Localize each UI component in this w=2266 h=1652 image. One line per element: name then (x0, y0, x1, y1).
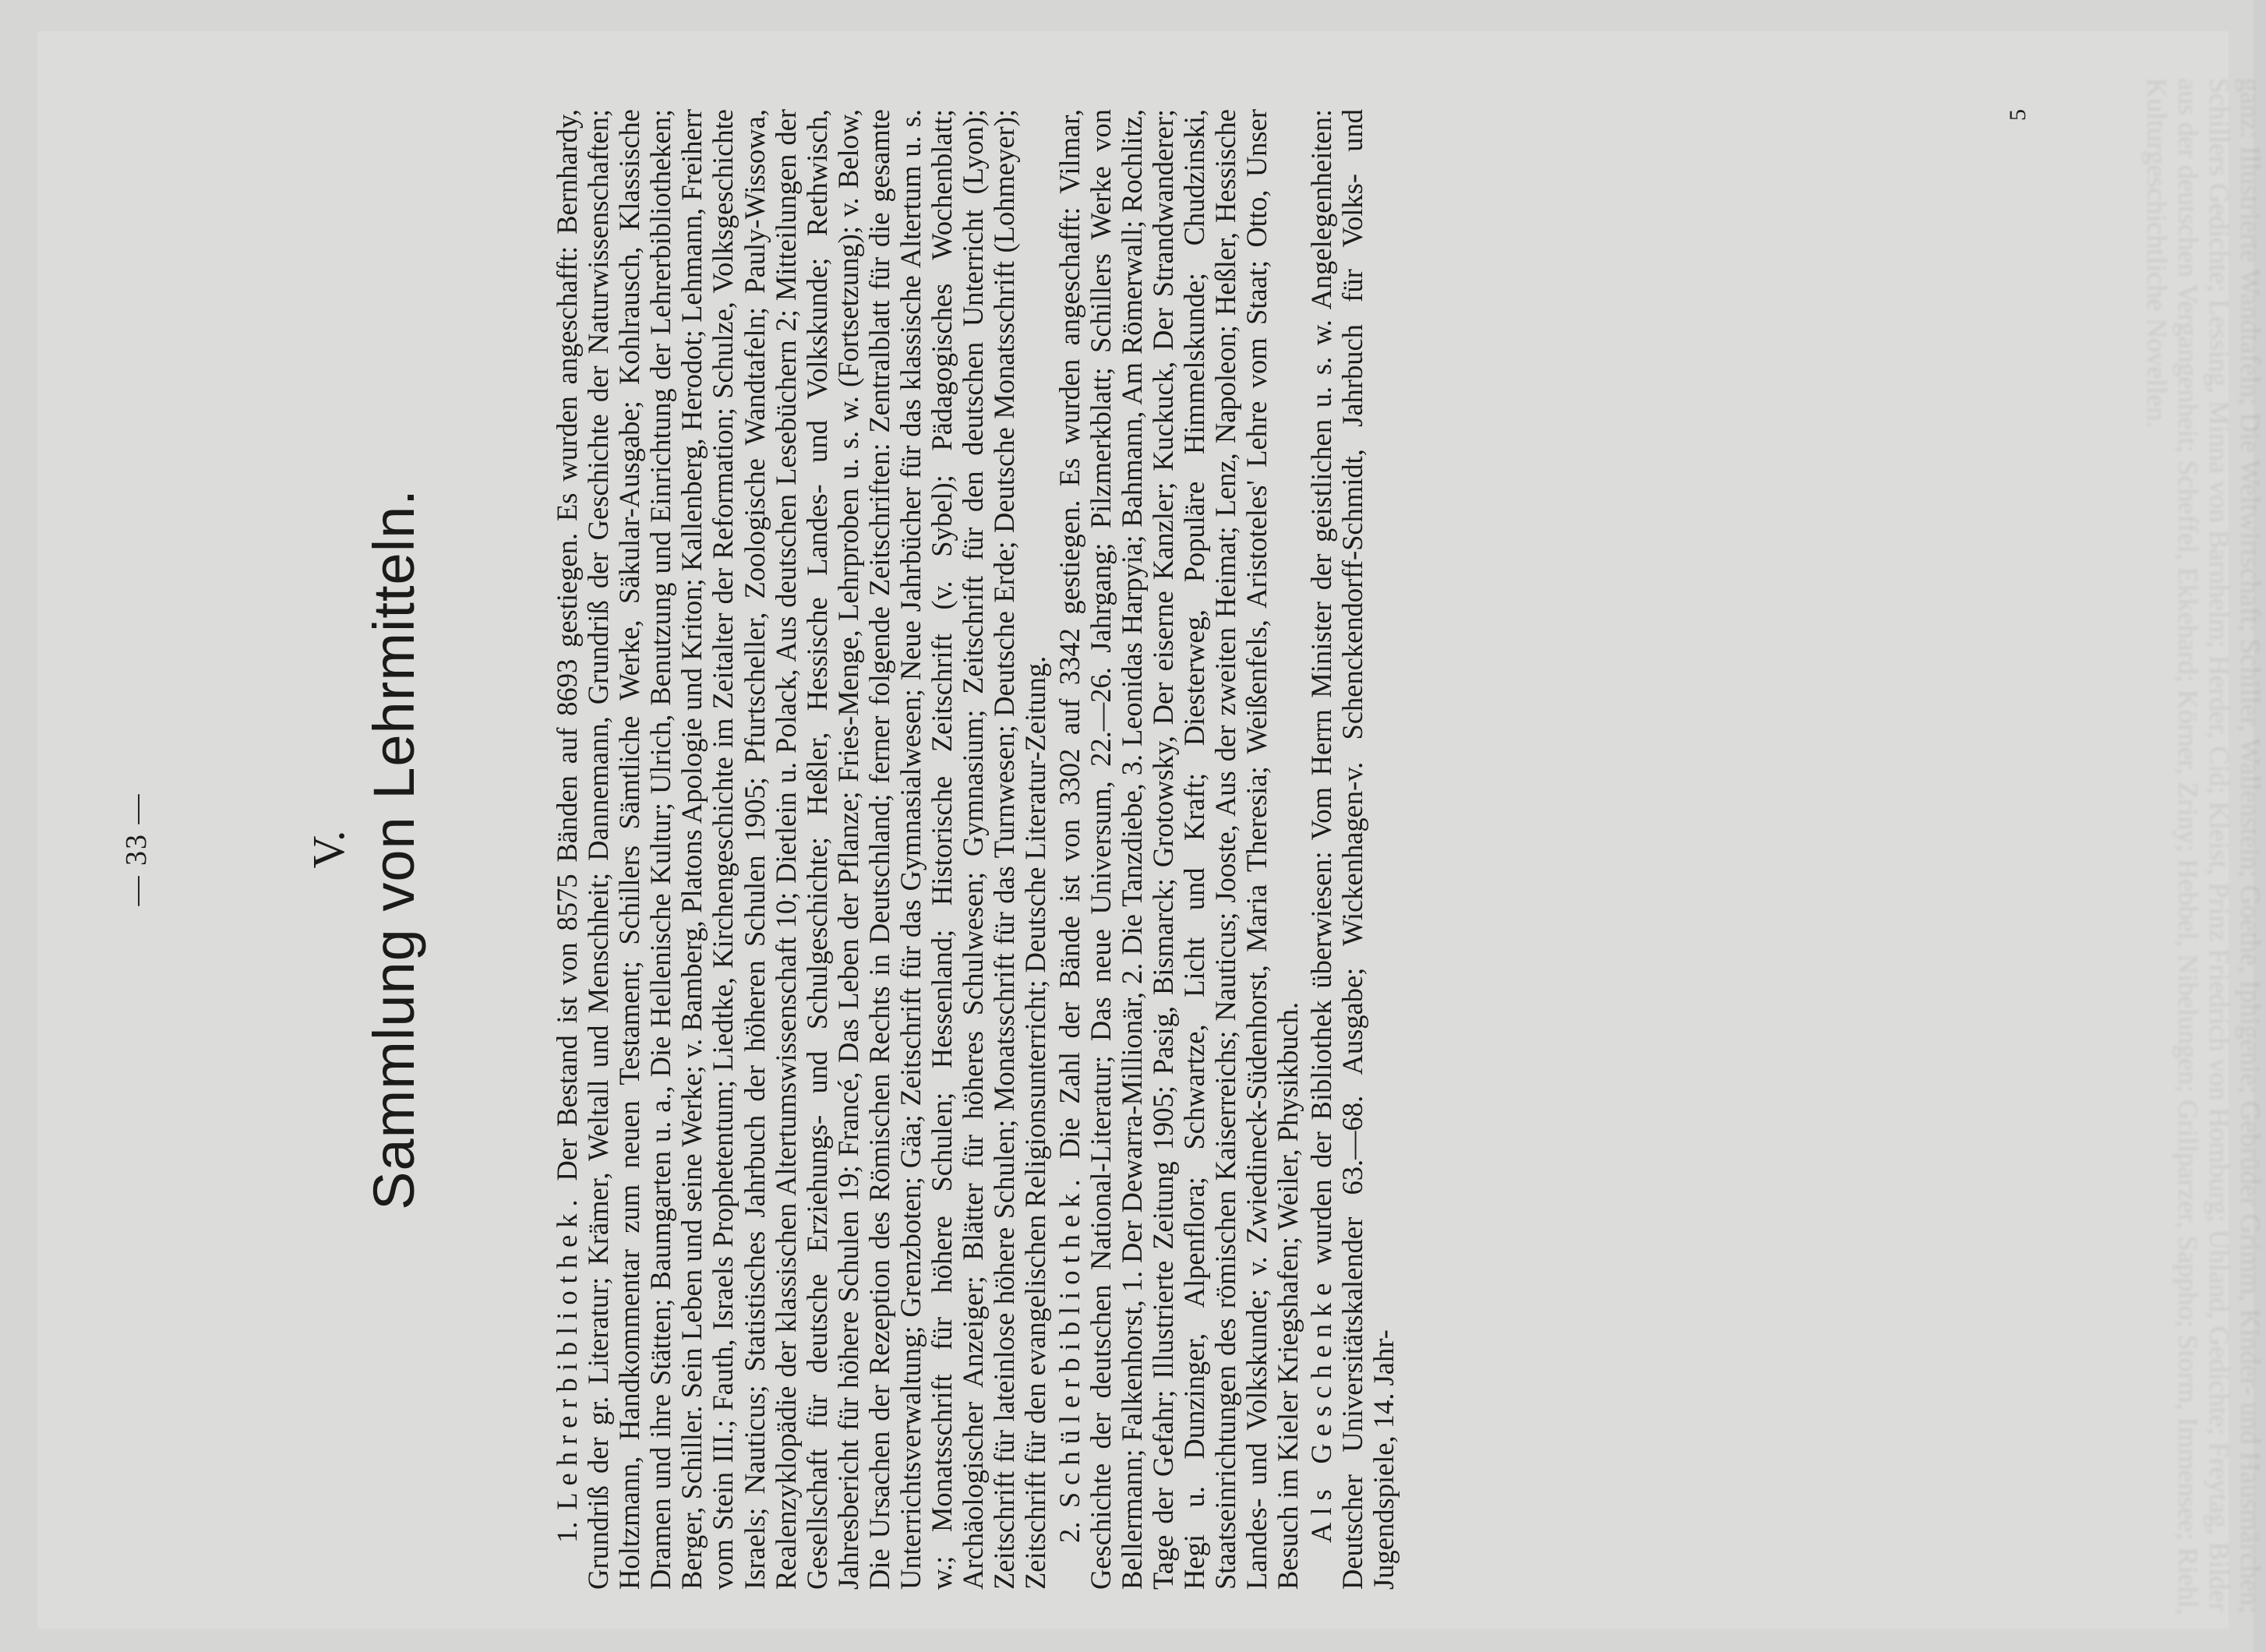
text-geschenke: wurden der Bibliothek überwiesen: Vom Herrn Minister der geistlichen u. s. w. Angelegenheiten: Deutscher Universitätskalender 63.—68. Ausgabe; Wickenhagen-v. Schenckendorff-Schmidt, Jahrbuch für Volks- und Jugendspiele, 14. Jahr- (1305, 109, 1400, 1590)
paragraph-schuelerbibliothek (1054, 109, 1304, 1590)
page-number: — 33 — (120, 792, 153, 906)
section-number-1: 1. (551, 1521, 583, 1543)
heading-geschenke: Als Geschenke (1305, 1276, 1338, 1543)
heading-schuelerbibliothek: Schülerbibliothek. (1053, 1172, 1085, 1509)
sheet-signature: 5 (2005, 109, 2031, 121)
section-number-2: 2. (1053, 1521, 1085, 1543)
bleed-through-content: ganz: Illustrierte Wandtafeln; Die Weltwirtschaft; Schiller, Wallenstein; Goethe, Iphigenie; Gebrüder Grimm, Kinder- und Hausmärchen; Schillers Gedichte; Lessing, Minna von Barnhelm; Herder, Cid; Kleist, Prinz Friedrich von Homburg; Uhland, Gedichte; Freytag, Bilder aus der deutschen Vergangenheit; Scheffel, Ekkehard; Körner, Zriny; Hebbel, Nibelungen; Grillparzer, Sappho; Storm, Immensee; Riehl, Kulturgeschichtliche Novellen. (2141, 78, 2266, 1615)
page-title: Sammlung von Lehrmitteln. (362, 489, 426, 1210)
section-number: V. (303, 830, 354, 869)
text-lehrerbibliothek: Der Bestand ist von 8575 Bänden auf 8693 gestiegen. Es wurden angeschafft: Bernhardy, Grundriß der gr. Literatur; Krämer, Weltall und Menschheit; Dannemann, Grundriß der Geschichte der Naturwissenschaften; Holtzmann, Handkommentar zum neuen Testament; Schillers Sämtliche Werke, Säkular-Ausgabe; Kohlrausch, Klassische Dramen und ihre Stätten; Baumgarten u. a., Die Hellenische Kultur; Ulrich, Benutzung und Einrichtung der Lehrerbibliotheken; Berger, Schiller. Sein Leben und seine Werke; v. Bamberg, Platons Apologie und Kriton; Kallenberg, Herodot; Lehmann, Freiherr vom Stein III.; Fauth, Israels Prophetentum; Liedtke, Kirchengeschichte im Zeitalter der Reformation; Schulze, Volksgeschichte Israels; Nauticus; Statistisches Jahrbuch der höheren Schulen 1905; Pfurtscheller, Zoologische Wandtafeln; Pauly-Wissowa, Realenzyklopädie der klassischen Altertumswissenschaft 10; Dietlein u. Polack, Aus deutschen Lesebüchern 2; Mitteilungen der Gesellschaft für deutsche Erziehungs- und Schulgeschichte; Heßler, Hessische Landes- und Volkskunde; Rethwisch, Jahresbericht für höhere Schulen 19; Francé, Das Leben der Pflanze; Fries-Menge, Lehrproben u. s. w. (Fortsetzung); v. Below, Die Ursachen der Rezeption des Römischen Rechts in Deutschland; ferner folgende Zeitschriften: Zentralblatt für die gesamte Unterrichtsverwaltung; Grenzboten; Gäa; Zeitschrift für das Gymnasialwesen; Neue Jahrbücher für das klassische Altertum u. s. w.; Monatsschrift für höhere Schulen; Hessenland; Historische Zeitschrift (v. Sybel); Pädagogisches Wochenblatt; Archäologischer Anzeiger; Blätter für höheres Schulwesen; Gymnasium; Zeitschrift für den deutschen Unterricht (Lyon); Zeitschrift für lateinlose höhere Schulen; Monatsschrift für das Turnwesen; Deutsche Erde; Deutsche Monatsschrift (Lohmeyer); Zeitschrift für den evangelischen Religionsunterricht; Deutsche Literatur-Zeitung. (551, 108, 1052, 1590)
text-schuelerbibliothek: Die Zahl der Bände ist von 3302 auf 3342 gestiegen. Es wurden angeschafft: Vilmar, Geschichte der deutschen National-Literatur; Das neue Universum, 22.—26. Jahrgang; Pilzmerkblatt; Schillers Werke von Bellermann; Falkenhorst, 1. Der Dewarra-Millionär, 2. Die Tanzdiebe, 3. Leonidas Harpyia; Bahmann, Am Römerwall; Rochlitz, Tage der Gefahr; Illustrierte Zeitung 1905; Pasig, Bismarck; Grotowsky, Der eiserne Kanzler; Kuckuck, Der Strandwanderer; Hegi u. Dunzinger, Alpenflora; Schwartze, Licht und Kraft; Diesterweg, Populäre Himmelskunde; Chudzinski, Staatseinrichtungen des römischen Kaiserreichs; Nauticus; Jooste, Aus der zweiten Heimat; Lenz, Napoleon; Heßler, Hessische Landes- und Volkskunde; v. Zwiedineck-Südenhorst, Maria Theresia; Weißenfels, Aristoteles' Lehre vom Staat; Otto, Unser Besuch im Kieler Kriegshafen; Weiler, Physikbuch. (1053, 108, 1304, 1590)
paragraph-lehrerbibliothek (552, 109, 1052, 1590)
body-text (552, 109, 1400, 1590)
paragraph-geschenke (1306, 109, 1399, 1590)
heading-lehrerbibliothek: Lehrerbibliothek. (551, 1192, 583, 1510)
rotated-page-content (104, 109, 2052, 1590)
book-page (37, 31, 2266, 1629)
